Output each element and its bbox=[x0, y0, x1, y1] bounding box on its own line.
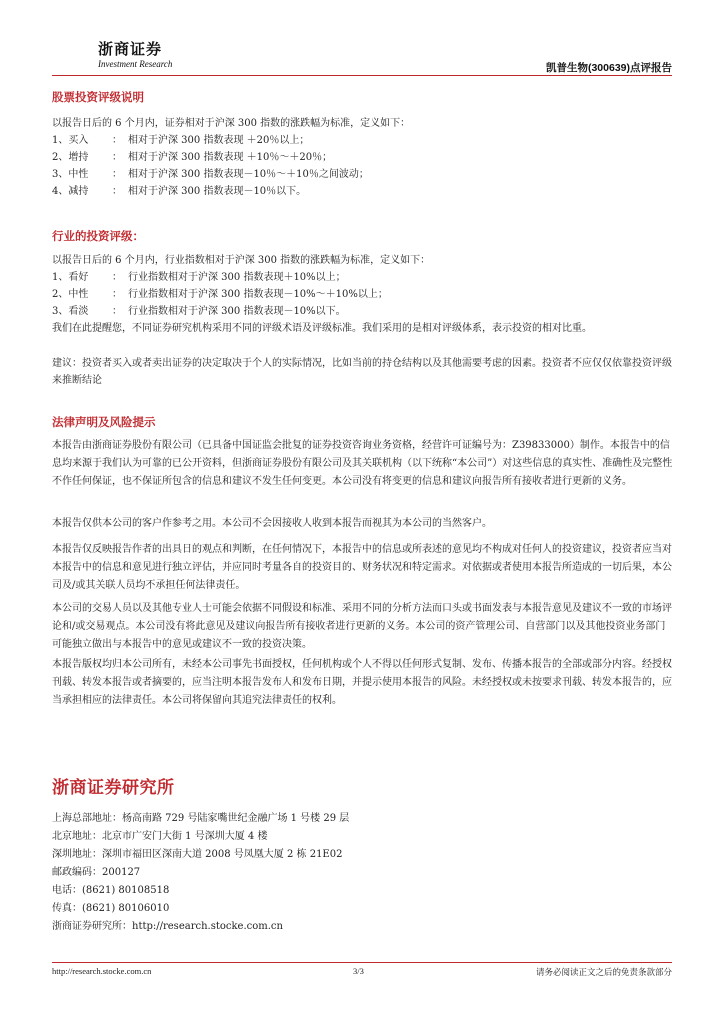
legal-paragraph: 本报告版权均归本公司所有，未经本公司事先书面授权，任何机构或个人不得以任何形式复制、发布、传播本报告的全部或部分内容。经授权刊载、转发本报告或者摘要的，应当注明本报告发布人和发布日期，并提示使用本报告的风险。未经授权或未按要求刊载、转发本报告的，应当承担相应的法律责任。本公司将保留向其追究法律责任的权利。 bbox=[52, 659, 672, 706]
contact-fax: 传真：(8621) 80106010 bbox=[52, 903, 170, 914]
stock-rating-item: 1、买入 ： 相对于沪深 300 指数表现 ＋20％以上； bbox=[52, 135, 310, 146]
stock-rating-item: 3、中性 ： 相对于沪深 300 指数表现－10％～＋10％之间波动； bbox=[52, 169, 369, 180]
industry-rating-note: 我们在此提醒您，不同证券研究机构采用不同的评级术语及评级标准。我们采用的是相对评级体系，表示投资的相对比重。 bbox=[52, 323, 592, 334]
legal-heading: 法律声明及风险提示 bbox=[52, 415, 156, 429]
legal-paragraph: 本报告仅反映报告作者的出具日的观点和判断，在任何情况下，本报告中的信息或所表述的意见均不构成对任何人的投资建议，投资者应当对本报告中的信息和意见进行独立评估，并应同时考量各自的投资目的、财务状况和特定需求。对依据或者使用本报告所造成的一切后果，本公司及/或其关联人员均不承担任何法律责任。 bbox=[52, 544, 672, 591]
page-number: 3/3 bbox=[353, 966, 364, 976]
investment-advice-note: 建议：投资者买入或者卖出证券的决定取决于个人的实际情况，比如当前的持仓结构以及其他需要考虑的因素。投资者不应仅仅依靠投资评级来推断结论 bbox=[52, 358, 672, 386]
footer-url: http://research.stocke.com.cn bbox=[52, 966, 152, 976]
industry-rating-heading: 行业的投资评级： bbox=[52, 229, 144, 243]
header-divider bbox=[52, 75, 672, 76]
contact-info bbox=[52, 810, 349, 936]
footer-divider bbox=[52, 962, 672, 963]
legal-paragraph: 本报告由浙商证券股份有限公司（已具备中国证监会批复的证券投资咨询业务资格，经营许可证编号为：Z39833000）制作。本报告中的信息均来源于我们认为可靠的已公开资料，但浙商证券股份有限公司及其关联机构（以下统称“本公司”）对这些信息的真实性、准确性及完整性不作任何保证，也不保证所包含的信息和建议不发生任何变更。本公司没有将变更的信息和建议向报告所有接收者进行更新的义务。 bbox=[52, 440, 673, 487]
contact-beijing: 北京地址：北京市广安门大街 1 号深圳大厦 4 楼 bbox=[52, 831, 268, 842]
company-logo bbox=[98, 38, 172, 69]
industry-rating-item: 2、中性 ： 行业指数相对于沪深 300 指数表现－10%～＋10%以上； bbox=[52, 289, 388, 300]
institute-title: 浙商证券研究所 bbox=[52, 778, 175, 798]
stock-rating-item: 4、减持 ： 相对于沪深 300 指数表现－10％以下。 bbox=[52, 186, 307, 197]
industry-rating-item: 3、看淡 ： 行业指数相对于沪深 300 指数表现－10%以下。 bbox=[52, 306, 346, 317]
stock-rating-item: 2、增持 ： 相对于沪深 300 指数表现 ＋10％～＋20％； bbox=[52, 152, 333, 163]
contact-phone: 电话：(8621) 80108518 bbox=[52, 885, 170, 896]
legal-paragraph: 本报告仅供本公司的客户作参考之用。本公司不会因接收人收到本报告而视其为本公司的当然客户。 bbox=[52, 518, 492, 529]
industry-rating-block bbox=[52, 252, 674, 320]
logo-english: Investment Research bbox=[98, 59, 173, 69]
stock-rating-block bbox=[52, 115, 674, 200]
legal-paragraph: 本公司的交易人员以及其他专业人士可能会依据不同假设和标准、采用不同的分析方法而口头或书面发表与本报告意见及建议不一致的市场评论和/或交易观点。本公司没有将此意见及建议向报告所有接收者进行更新的义务。本公司的资产管理公司、自营部门以及其他投资业务部门可能独立做出与本报告中的意见或建议不一致的投资决策。 bbox=[52, 603, 672, 650]
industry-rating-item: 1、看好 ： 行业指数相对于沪深 300 指数表现＋10%以上； bbox=[52, 272, 346, 283]
contact-shenzhen: 深圳地址：深圳市福田区深南大道 2008 号凤凰大厦 2 栋 21E02 bbox=[52, 849, 343, 860]
contact-website: 浙商证券研究所：http://research.stocke.com.cn bbox=[52, 921, 283, 932]
industry-rating-intro: 以报告日后的 6 个月内，行业指数相对于沪深 300 指数的涨跌幅为标准，定义如下： bbox=[52, 255, 431, 266]
contact-shanghai: 上海总部地址：杨高南路 729 号陆家嘴世纪金融广场 1 号楼 29 层 bbox=[52, 813, 350, 824]
stock-rating-intro: 以报告日后的 6 个月内，证券相对于沪深 300 指数的涨跌幅为标准，定义如下： bbox=[52, 118, 411, 129]
footer-disclaimer: 请务必阅读正文之后的免责条款部分 bbox=[535, 968, 672, 978]
report-title: 凯普生物(300639)点评报告 bbox=[545, 62, 672, 74]
contact-postcode: 邮政编码：200127 bbox=[52, 867, 141, 878]
stock-rating-heading: 股票投资评级说明 bbox=[52, 90, 144, 104]
logo-chinese: 浙商证券 bbox=[98, 40, 163, 58]
